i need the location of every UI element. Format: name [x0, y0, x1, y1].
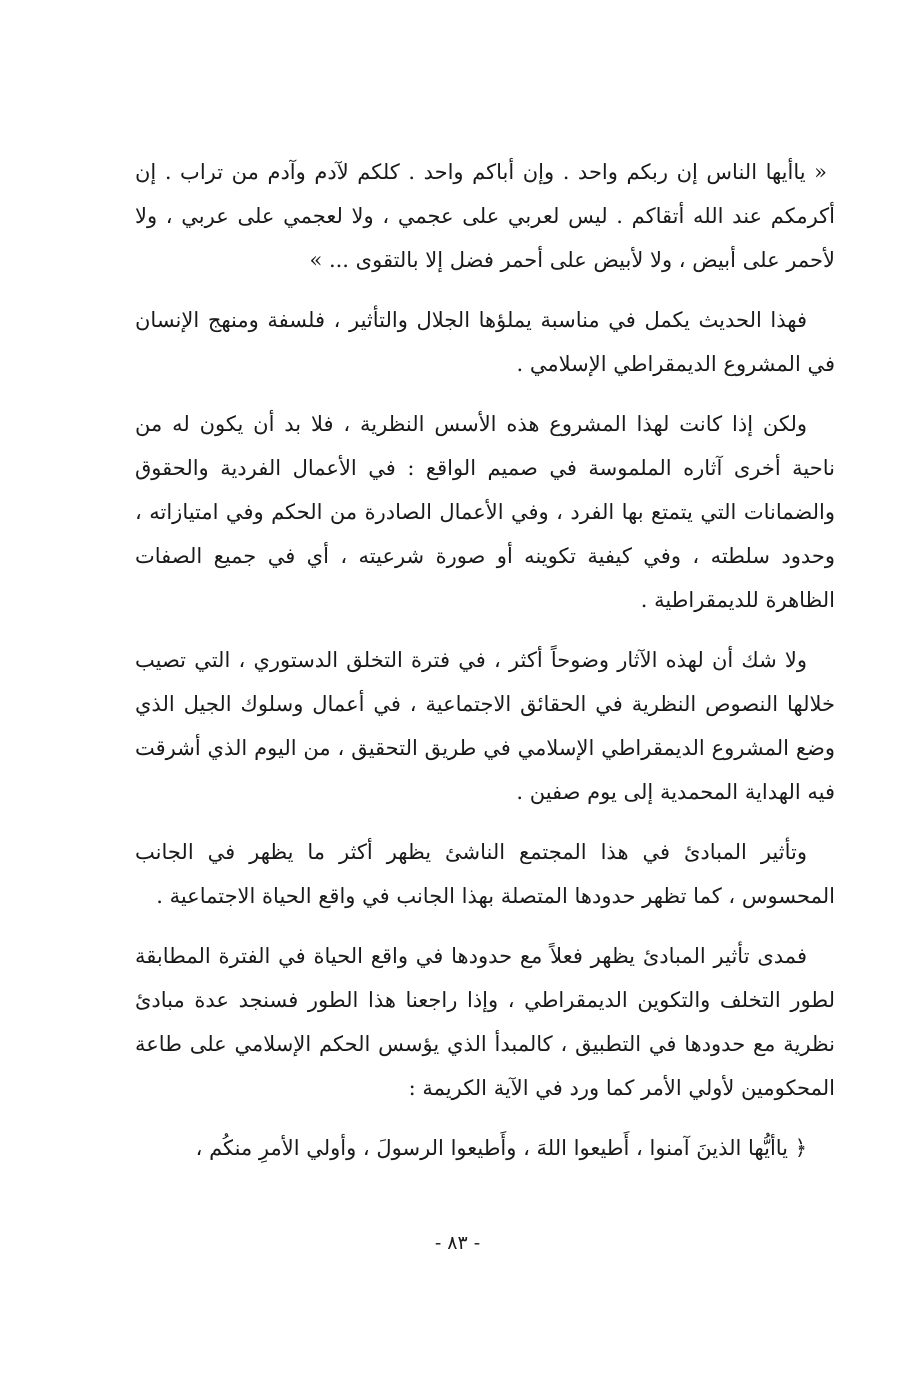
paragraph-2: فهذا الحديث يكمل في مناسبة يملؤها الجلال والتأثير ، فلسفة ومنهج الإنسان في المشروع الديمقراطي الإسلامي .: [135, 308, 835, 376]
hadith-quote-paragraph: « ياأيها الناس إن ربكم واحد . وإن أباكم واحد . كلكم لآدم وآدم من تراب . إن أكرمكم عند الله أتقاكم . ليس لعربي على عجمي ، ولا لعجمي على عربي ، ولا لأحمر على أبيض ، ولا لأبيض على أحمر فضل إلا بالتقوى ... »: [135, 160, 835, 272]
paragraph-4: ولا شك أن لهذه الآثار وضوحاً أكثر ، في فترة التخلق الدستوري ، التي تصيب خلالها النصوص النظرية في الحقائق الاجتماعية ، في أعمال وسلوك الجيل الذي وضع المشروع الديمقراطي الإسلامي في طريق التحقيق ، من اليوم الذي أشرقت فيه الهداية المحمدية إلى يوم صفين .: [135, 648, 835, 804]
paragraph-5: وتأثير المبادئ في هذا المجتمع الناشئ يظهر أكثر ما يظهر في الجانب المحسوس ، كما تظهر حدودها المتصلة بهذا الجانب في واقع الحياة الاجتماعية .: [135, 840, 835, 908]
quran-verse-paragraph: ﴿ ياأيُّها الذينَ آمنوا ، أَطيعوا اللهَ ، وأَطيعوا الرسولَ ، وأولي الأمرِ منكُم ،: [195, 1136, 807, 1160]
paragraph-6: فمدى تأثير المبادئ يظهر فعلاً مع حدودها في واقع الحياة في الفترة المطابقة لطور التخلف والتكوين الديمقراطي ، وإذا راجعنا هذا الطور فسنجد عدة مبادئ نظرية مع حدودها في التطبيق ، كالمبدأ الذي يؤسس الحكم الإسلامي على طاعة المحكومين لأولي الأمر كما ورد في الآية الكريمة :: [135, 944, 835, 1100]
paragraph-3: ولكن إذا كانت لهذا المشروع هذه الأسس النظرية ، فلا بد أن يكون له من ناحية أخرى آثاره الملموسة في صميم الواقع : في الأعمال الفردية والحقوق والضمانات التي يتمتع بها الفرد ، وفي الأعمال الصادرة من الحكم وفي امتيازاته ، وحدود سلطته ، وفي كيفية تكوينه أو صورة شرعيته ، أي في جميع الصفات الظاهرة للديمقراطية .: [135, 412, 835, 612]
page-number: - ٨٣ -: [434, 1232, 481, 1254]
body-text: [135, 150, 835, 1170]
